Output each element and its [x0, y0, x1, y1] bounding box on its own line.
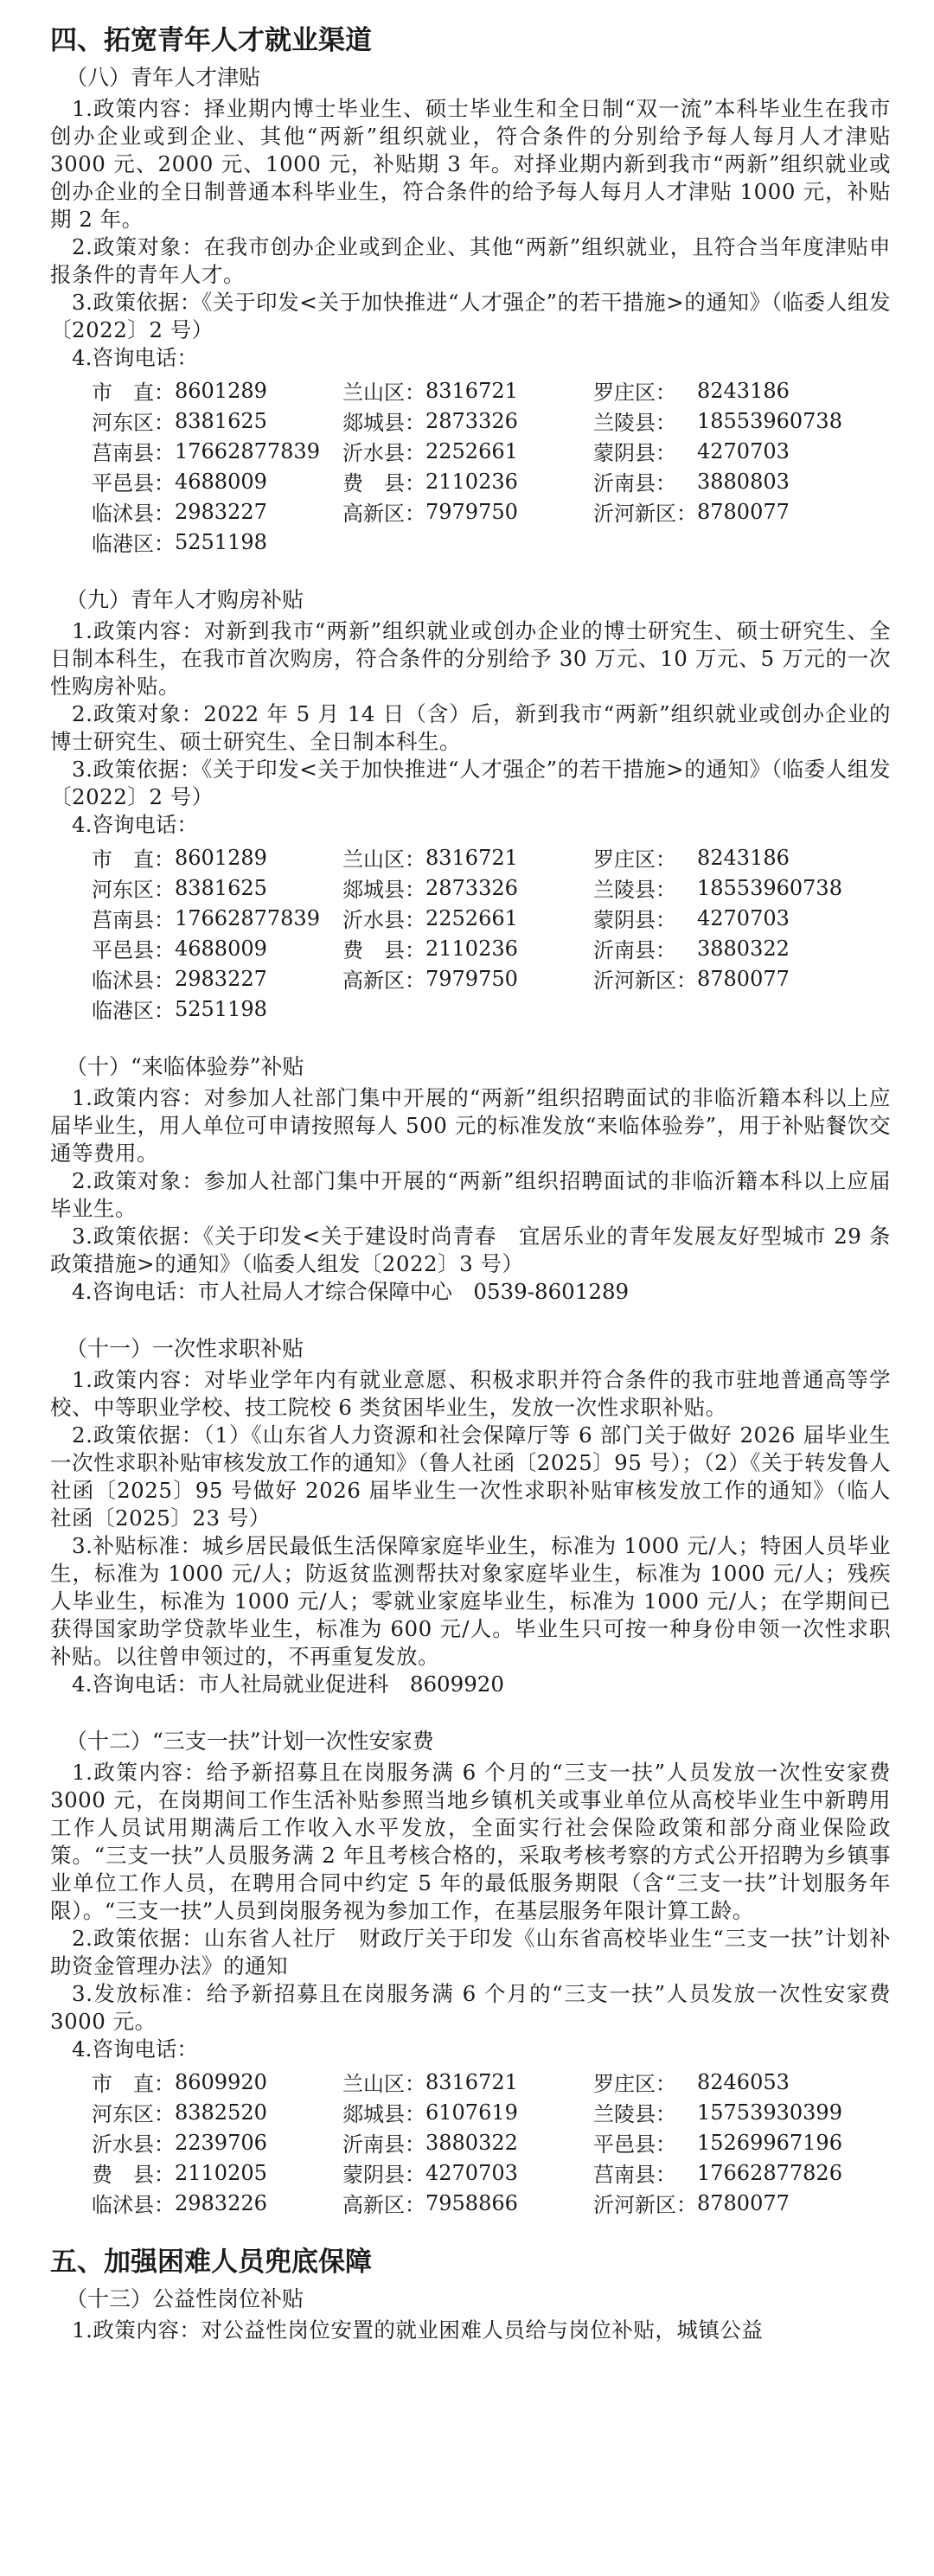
district-name: 沂河新区：	[593, 968, 697, 993]
policy-12-phones-label: 4.咨询电话：	[72, 2036, 198, 2061]
phone-row	[92, 2097, 842, 2127]
phone-number: 17662877826	[697, 2160, 842, 2185]
district-name: 莒南县：	[593, 2163, 676, 2187]
district-name: 平邑县：	[593, 2132, 676, 2157]
phone-number: 8316721	[425, 2069, 518, 2094]
phone-number: 3880322	[697, 936, 790, 961]
phone-number: 5251198	[175, 529, 267, 554]
district-name: 费 县：	[92, 2163, 175, 2187]
policy-10-content: 1.政策内容：对参加人社部门集中开展的“两新”组织招聘面试的非临沂籍本科以上应届毕业生，用人单位可申请按照每人 500 元的标准发放“来临体验券”，用于补贴餐饮交通等费用。	[50, 1085, 891, 1166]
phone-number: 7979750	[425, 966, 518, 991]
phone-row	[92, 903, 842, 933]
district-name: 费 县：	[342, 471, 425, 495]
phone-row	[92, 527, 842, 557]
policy-12	[50, 1724, 891, 2218]
phone-row	[92, 2188, 842, 2218]
district-name: 高新区：	[342, 968, 425, 993]
district-name: 河东区：	[92, 878, 175, 902]
policy-10-title: （十）“来临体验券”补贴	[66, 1054, 304, 1079]
district-name: 沂水县：	[342, 441, 425, 465]
phone-number: 2983227	[175, 499, 267, 524]
district-name: 沂水县：	[342, 908, 425, 932]
district-name: 河东区：	[92, 2102, 175, 2126]
policy-9-phone-table	[92, 842, 842, 1024]
policy-8-target: 2.政策对象：在我市创办企业或到企业、其他“两新”组织就业，且符合当年度津贴申报条件的青年人才。	[50, 234, 891, 287]
phone-row	[92, 406, 842, 436]
policy-10	[50, 1050, 891, 1306]
district-name: 临港区：	[92, 999, 175, 1023]
section-5	[50, 2244, 891, 2344]
district-name: 蒙阴县：	[593, 908, 676, 932]
policy-11-title: （十一）一次性求职补贴	[66, 1336, 304, 1361]
policy-9	[50, 583, 891, 1024]
district-name: 沂南县：	[342, 2132, 425, 2157]
phone-number: 2252661	[425, 905, 518, 930]
phone-number: 3880322	[425, 2130, 518, 2155]
district-name: 兰陵县：	[593, 878, 676, 902]
policy-8-basis: 3.政策依据：《关于印发<关于加快推进“人才强企”的若干措施>的通知》（临委人组发〔2022〕2 号）	[50, 290, 891, 342]
phone-number: 8381625	[175, 408, 267, 433]
phone-number: 2983226	[175, 2190, 267, 2215]
district-name	[593, 527, 697, 557]
phone-number: 8609920	[175, 2069, 267, 2094]
section-5-heading: 五、加强困难人员兜底保障	[50, 2247, 372, 2278]
phone-number: 6107619	[425, 2100, 518, 2125]
policy-12-content: 1.政策内容：给予新招募且在岗服务满 6 个月的“三支一扶”人员发放一次性安家费 3000 元，在岗期间工作生活补贴参照当地乡镇机关或事业单位从高校毕业生中新聘用工作人员试用期满后工作收入水平发放，全面实行社会保险政策和部分商业保险政策。“三支一扶”人员服务满 2 年且考核合格的，采取考核考察的方式公开招聘为乡镇事业单位工作人员，在聘用合同中约定 5 年的最低服务期限（含“三支一扶”计划服务年限）。“三支一扶”人员到岗服务视为参加工作，在基层服务年限计算工龄。	[50, 1760, 891, 1923]
phone-row	[92, 2067, 842, 2097]
district-name: 费 县：	[342, 938, 425, 962]
district-name: 临沭县：	[92, 502, 175, 526]
phone-number: 4688009	[175, 936, 267, 961]
phone-number: 8382520	[175, 2100, 267, 2125]
phone-number: 4688009	[175, 469, 267, 494]
phone-number: 8780077	[697, 499, 790, 524]
phone-number: 7958866	[425, 2190, 518, 2215]
district-name: 莒南县：	[92, 441, 175, 465]
policy-10-target: 2.政策对象：参加人社部门集中开展的“两新”组织招聘面试的非临沂籍本科以上应届毕业生。	[50, 1168, 891, 1221]
district-name: 罗庄区：	[593, 380, 676, 405]
district-name: 临沭县：	[92, 968, 175, 993]
policy-12-standard: 3.发放标准：给予新招募且在岗服务满 6 个月的“三支一扶”人员发放一次性安家费 3000 元。	[50, 1981, 891, 2034]
phone-number: 18553960738	[697, 875, 842, 900]
phone-number: 17662877839	[175, 905, 320, 930]
policy-9-content: 1.政策内容：对新到我市“两新”组织就业或创办企业的博士研究生、硕士研究生、全日制本科生，在我市首次购房，符合条件的分别给予 30 万元、10 万元、5 万元的一次性购房补贴。	[50, 618, 891, 699]
phone-number: 8601289	[175, 845, 267, 870]
phone-number	[697, 527, 842, 557]
policy-9-basis: 3.政策依据：《关于印发<关于加快推进“人才强企”的若干措施>的通知》（临委人组发〔2022〕2 号）	[50, 757, 891, 809]
phone-number: 4270703	[697, 438, 790, 463]
policy-11-phone: 4.咨询电话：市人社局就业促进科 8609920	[72, 1672, 504, 1697]
policy-8	[50, 61, 891, 557]
district-name: 蒙阴县：	[342, 2163, 425, 2187]
district-name: 沂河新区：	[593, 2193, 697, 2217]
phone-number	[425, 527, 593, 557]
policy-9-target: 2.政策对象：2022 年 5 月 14 日（含）后，新到我市“两新”组织就业或创办企业的博士研究生、硕士研究生、全日制本科生。	[50, 701, 891, 754]
phone-number: 3880803	[697, 469, 790, 494]
phone-number	[697, 994, 842, 1024]
district-name: 高新区：	[342, 502, 425, 526]
policy-11-standard: 3.补贴标准：城乡居民最低生活保障家庭毕业生，标准为 1000 元/人；特困人员毕业生，标准为 1000 元/人；防返贫监测帮扶对象家庭毕业生，标准为 1000 元/人；残疾人毕业生，标准为 1000 元/人；零就业家庭毕业生，标准为 1000 元/人；在学期间已获得国家助学贷款毕业生，标准为 600 元/人。毕业生只可按一种身份申领一次性求职补贴。以往曾申领过的，不再重复发放。	[50, 1533, 891, 1669]
phone-number: 15269967196	[697, 2130, 842, 2155]
phone-number: 2110205	[175, 2160, 267, 2185]
phone-number: 2110236	[425, 469, 518, 494]
phone-number: 2873326	[425, 408, 518, 433]
policy-10-phone: 4.咨询电话：市人社局人才综合保障中心 0539-8601289	[72, 1279, 630, 1304]
district-name: 市 直：	[92, 380, 175, 405]
district-name	[593, 994, 697, 1024]
phone-number: 2110236	[425, 936, 518, 961]
phone-row	[92, 375, 842, 406]
policy-11	[50, 1332, 891, 1698]
district-name: 罗庄区：	[593, 847, 676, 872]
district-name: 市 直：	[92, 847, 175, 872]
district-name: 沂水县：	[92, 2132, 175, 2157]
policy-11-basis: 2.政策依据：（1）《山东省人力资源和社会保障厅等 6 部门关于做好 2026 届毕业生一次性求职补贴审核发放工作的通知》（鲁人社函〔2025〕95 号）；（2）《关于转发鲁人社函〔2025〕95 号做好 2026 届毕业生一次性求职补贴审核发放工作的通知》（临人社函〔2025〕23 号）	[50, 1422, 891, 1531]
phone-row	[92, 2157, 842, 2188]
policy-12-basis: 2.政策依据：山东省人社厅 财政厅关于印发《山东省高校毕业生“三支一扶”计划补助资金管理办法》的通知	[50, 1926, 891, 1978]
phone-number: 8316721	[425, 845, 518, 870]
phone-number: 8381625	[175, 875, 267, 900]
phone-number: 7979750	[425, 499, 518, 524]
policy-9-title: （九）青年人才购房补贴	[66, 587, 304, 612]
district-name: 高新区：	[342, 2193, 425, 2217]
phone-number: 8316721	[425, 378, 518, 403]
phone-number: 15753930399	[697, 2100, 842, 2125]
phone-row	[92, 842, 842, 873]
district-name: 郯城县：	[342, 2102, 425, 2126]
district-name: 市 直：	[92, 2072, 175, 2096]
phone-number: 17662877839	[175, 438, 320, 463]
phone-number: 8243186	[697, 845, 790, 870]
district-name: 蒙阴县：	[593, 441, 676, 465]
district-name: 兰陵县：	[593, 411, 676, 435]
phone-number	[425, 994, 593, 1024]
district-name: 兰山区：	[342, 2072, 425, 2096]
phone-number: 8601289	[175, 378, 267, 403]
district-name: 兰山区：	[342, 847, 425, 872]
phone-number: 2252661	[425, 438, 518, 463]
phone-number: 2983227	[175, 966, 267, 991]
phone-row	[92, 466, 842, 496]
phone-number: 8243186	[697, 378, 790, 403]
district-name: 沂南县：	[593, 938, 676, 962]
policy-8-phone-table	[92, 375, 842, 557]
policy-8-phones-label: 4.咨询电话：	[72, 345, 198, 370]
policy-8-title: （八）青年人才津贴	[66, 65, 261, 90]
phone-number: 5251198	[175, 996, 267, 1021]
policy-12-phone-table	[92, 2067, 842, 2218]
policy-8-content: 1.政策内容：择业期内博士毕业生、硕士毕业生和全日制“双一流”本科毕业生在我市创办企业或到企业、其他“两新”组织就业，符合条件的分别给予每人每月人才津贴 3000 元、2000 元、1000 元，补贴期 3 年。对择业期内新到我市“两新”组织就业或创办企业的全日制普通本科毕业生，符合条件的给予每人每月人才津贴 1000 元，补贴期 2 年。	[50, 96, 891, 232]
district-name: 平邑县：	[92, 471, 175, 495]
section-4-heading: 四、拓宽青年人才就业渠道	[50, 25, 372, 56]
policy-13-title: （十三）公益性岗位补贴	[66, 2286, 304, 2311]
phone-number: 4270703	[425, 2160, 518, 2185]
phone-number: 8780077	[697, 2190, 790, 2215]
phone-number: 8780077	[697, 966, 790, 991]
phone-number: 2239706	[175, 2130, 267, 2155]
phone-number: 4270703	[697, 905, 790, 930]
district-name: 郯城县：	[342, 411, 425, 435]
district-name: 河东区：	[92, 411, 175, 435]
district-name: 兰山区：	[342, 380, 425, 405]
policy-13-content: 1.政策内容：对公益性岗位安置的就业困难人员给与岗位补贴，城镇公益	[72, 2317, 764, 2343]
district-name	[342, 994, 425, 1024]
policy-11-content: 1.政策内容：对毕业学年内有就业意愿、积极求职并符合条件的我市驻地普通高等学校、中等职业学校、技工院校 6 类贫困毕业生，发放一次性求职补贴。	[50, 1367, 891, 1420]
district-name: 莒南县：	[92, 908, 175, 932]
phone-row	[92, 994, 842, 1024]
phone-row	[92, 933, 842, 963]
phone-row	[92, 436, 842, 466]
phone-number: 2873326	[425, 875, 518, 900]
phone-number: 8246053	[697, 2069, 790, 2094]
policy-10-basis: 3.政策依据：《关于印发<关于建设时尚青春 宜居乐业的青年发展友好型城市 29 条政策措施>的通知》（临委人组发〔2022〕3 号）	[50, 1224, 891, 1276]
phone-row	[92, 873, 842, 903]
district-name: 平邑县：	[92, 938, 175, 962]
phone-row	[92, 963, 842, 994]
district-name: 沂南县：	[593, 471, 676, 495]
policy-9-phones-label: 4.咨询电话：	[72, 812, 198, 837]
district-name: 临沭县：	[92, 2193, 175, 2217]
district-name: 临港区：	[92, 532, 175, 556]
policy-12-title: （十二）“三支一扶”计划一次性安家费	[66, 1729, 434, 1754]
phone-row	[92, 496, 842, 527]
district-name: 兰陵县：	[593, 2102, 676, 2126]
district-name	[342, 527, 425, 557]
district-name: 郯城县：	[342, 878, 425, 902]
district-name: 罗庄区：	[593, 2072, 676, 2096]
phone-row	[92, 2127, 842, 2157]
district-name: 沂河新区：	[593, 502, 697, 526]
phone-number: 18553960738	[697, 408, 842, 433]
